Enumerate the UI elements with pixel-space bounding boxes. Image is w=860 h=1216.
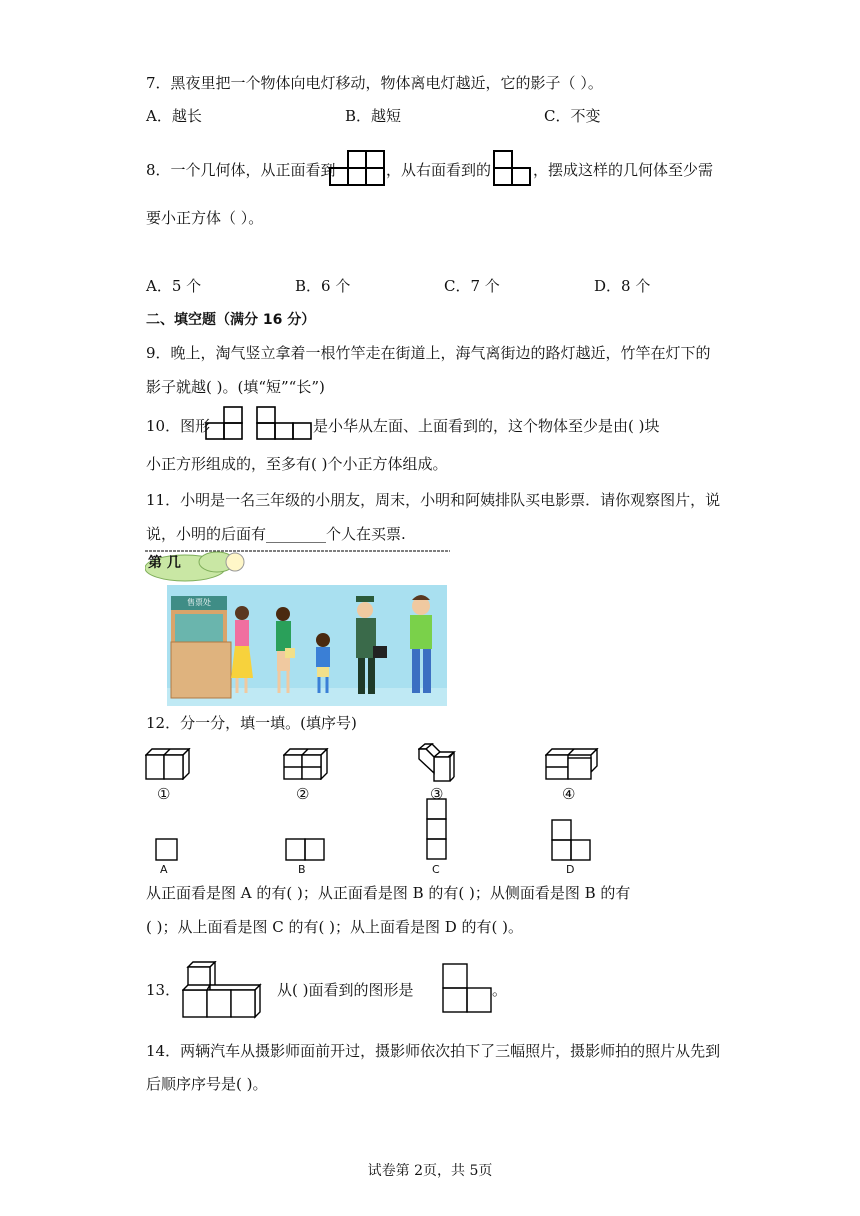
q13-view-figure — [442, 963, 492, 1013]
q8-right-view-figure — [493, 149, 531, 186]
q10-line2: 小正方形组成的，至多有( )个小正方体组成。 — [146, 455, 448, 473]
photo-banner-text: 第 几 — [148, 555, 181, 571]
q10-text-part1: 10．图形 — [146, 417, 211, 435]
q10-top-view-figure — [256, 406, 312, 440]
solid-2-figure — [283, 748, 329, 780]
solid-1-figure — [145, 748, 191, 780]
q14-line2: 后顺序序号是( )。 — [146, 1075, 268, 1093]
q8-text-part3: ，摆成这样的几何体至少需 — [533, 161, 714, 179]
q8-option-b[interactable]: B．6 个 — [295, 277, 351, 295]
q8-front-view-figure — [329, 149, 385, 186]
view-b-label: B — [298, 863, 306, 876]
q9-line1: 9．晚上，淘气竖立拿着一根竹竿走在街道上，海气离街边的路灯越近，竹竿在灯下的 — [146, 344, 711, 362]
q12-stem: 12．分一分，填一填。(填序号) — [146, 714, 357, 732]
view-a-figure — [155, 838, 179, 862]
view-c-label: C — [432, 863, 440, 876]
q13-solid-figure — [182, 961, 264, 1019]
q8-option-a[interactable]: A．5 个 — [146, 277, 202, 295]
q8-text-part2: ，从右面看到的 — [386, 161, 492, 179]
q12-line2: ( )；从上面看是图 C 的有( )；从上面看是图 D 的有( )。 — [146, 918, 523, 936]
ticket-booth-sign: 售票处 — [187, 598, 211, 607]
page-footer: 试卷第 2页，共 5页 — [367, 1163, 493, 1179]
view-c-figure — [426, 798, 448, 862]
q9-line2: 影子就越( )。(填“短”“长”) — [146, 378, 325, 396]
q7-option-c[interactable]: C．不变 — [544, 107, 601, 125]
q13-text: 从( )面看到的图形是 — [277, 981, 414, 999]
solid-3-label: ③ — [430, 785, 444, 803]
q7-stem: 7．黑夜里把一个物体向电灯移动，物体离电灯越近，它的影子（ ）。 — [146, 74, 603, 92]
solid-2-label: ② — [296, 785, 310, 803]
q7-option-a[interactable]: A．越长 — [146, 107, 202, 125]
view-d-label: D — [566, 863, 575, 876]
q8-option-c[interactable]: C．7 个 — [444, 277, 500, 295]
view-a-label: A — [160, 863, 168, 876]
q10-left-view-figure — [205, 406, 243, 440]
view-d-figure — [551, 819, 593, 861]
q7-option-b[interactable]: B．越短 — [345, 107, 402, 125]
q8-option-d[interactable]: D．8 个 — [594, 277, 651, 295]
solid-3-figure — [418, 743, 458, 783]
solid-1-label: ① — [157, 785, 171, 803]
q11-line1: 11．小明是一名三年级的小朋友，周末，小明和阿姨排队买电影票．请你观察图片，说 — [146, 491, 721, 509]
q13-number: 13． — [146, 981, 181, 999]
ticket-queue-illustration — [145, 548, 450, 706]
q11-line2: 说，小明的后面有________个人在买票. — [146, 525, 406, 543]
q8-line2: 要小正方体（ ）。 — [146, 209, 264, 227]
q14-line1: 14．两辆汽车从摄影师面前开过，摄影师依次拍下了三幅照片，摄影师拍的照片从先到 — [146, 1042, 721, 1060]
solid-4-figure — [545, 748, 601, 782]
solid-4-label: ④ — [562, 785, 576, 803]
q13-end: 。 — [492, 981, 508, 999]
view-b-figure — [285, 838, 327, 862]
q10-text-part2: 是小华从左面、上面看到的，这个物体至少是由( )块 — [313, 417, 660, 435]
section-header-fill-in: 二、填空题（满分 16 分） — [146, 312, 316, 328]
q12-line1: 从正面看是图 A 的有( )；从正面看是图 B 的有( )；从侧面看是图 B 的有 — [146, 884, 631, 902]
q8-text-part1: 8．一个几何体，从正面看到 — [146, 161, 336, 179]
